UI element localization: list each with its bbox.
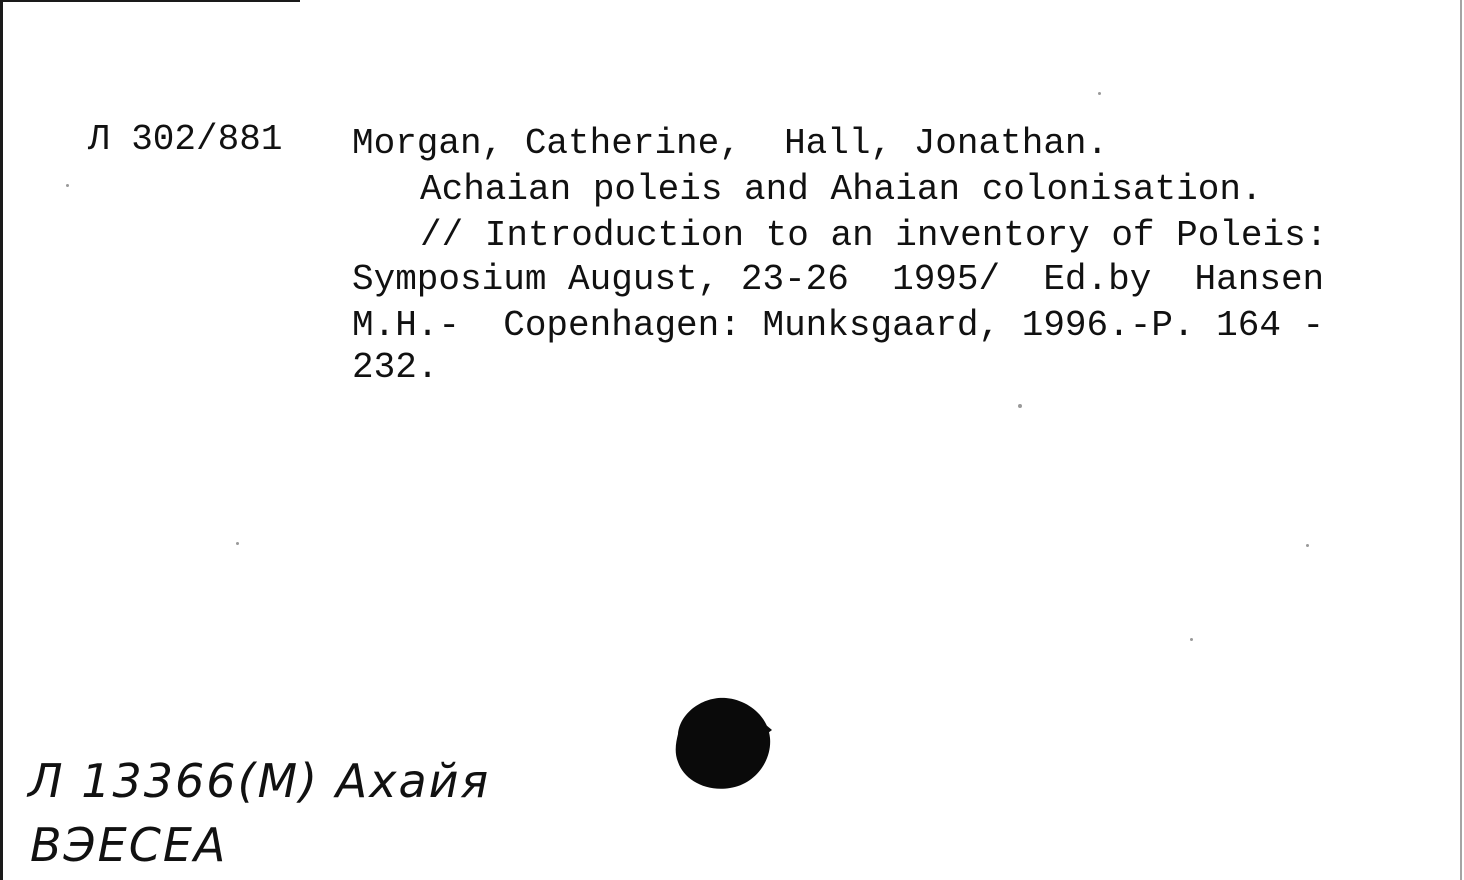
- card-left-edge: [0, 0, 3, 880]
- pages-line: 232.: [352, 347, 439, 388]
- paper-speck: [66, 184, 69, 187]
- title-line: Achaian poleis and Ahaian colonisation.: [420, 169, 1263, 210]
- call-number: Л 302/881: [88, 119, 283, 160]
- card-right-edge: [1460, 0, 1462, 880]
- handwritten-code: ВЭЕСЕА: [30, 818, 228, 872]
- symposium-line: Symposium August, 23-26 1995/ Ed.by Hansen: [352, 259, 1325, 300]
- paper-speck: [1190, 638, 1193, 641]
- paper-speck: [236, 542, 239, 545]
- paper-speck: [1018, 404, 1022, 408]
- card-top-edge: [0, 0, 300, 2]
- publisher-line: M.H.- Copenhagen: Munksgaard, 1996.-P. 164 -: [352, 305, 1325, 346]
- punch-hole-icon: [664, 690, 776, 792]
- source-line: // Introduction to an inventory of Poleis:: [420, 215, 1328, 256]
- paper-speck: [1098, 92, 1101, 95]
- authors-line: Morgan, Catherine, Hall, Jonathan.: [352, 123, 1109, 164]
- paper-speck: [1306, 544, 1309, 547]
- handwritten-shelf-note: Л 13366(М) Ахайя: [28, 754, 491, 808]
